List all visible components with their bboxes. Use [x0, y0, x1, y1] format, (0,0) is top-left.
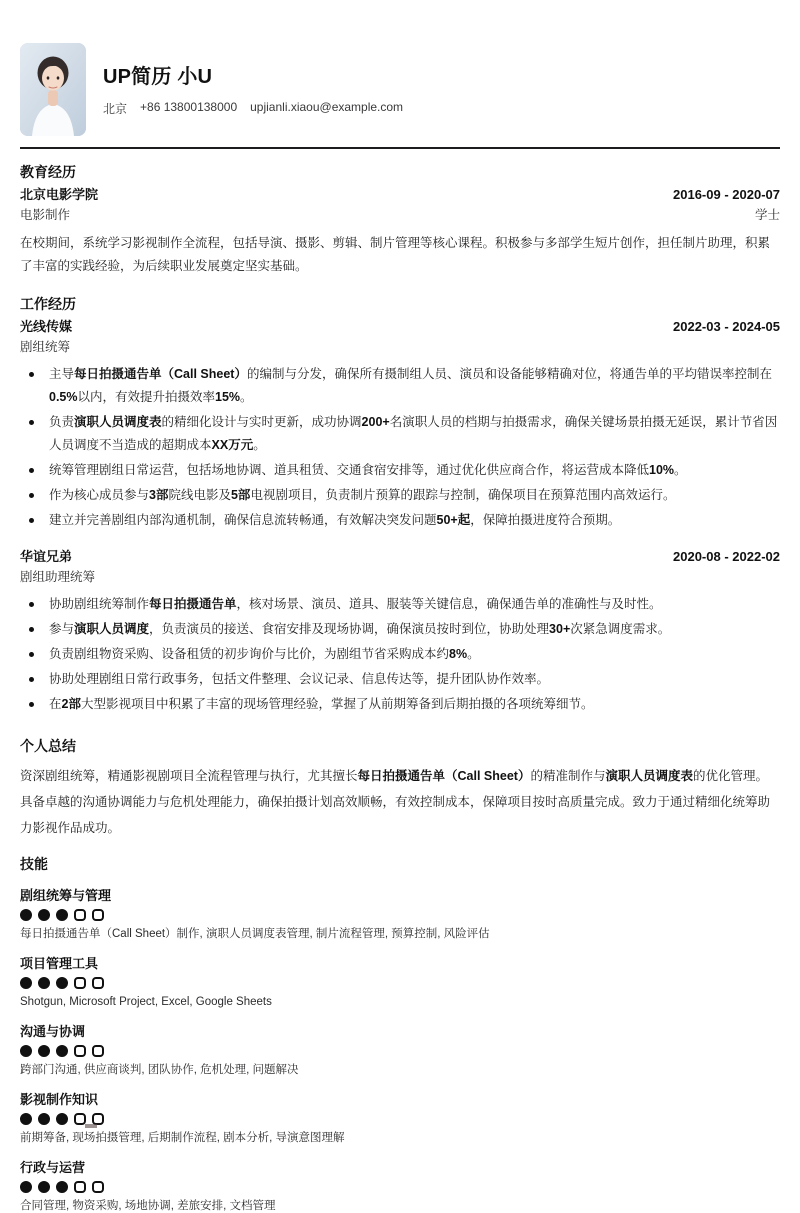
bullet-icon	[29, 493, 34, 498]
skill-level-dots	[20, 1113, 780, 1125]
skill-dot-empty	[92, 977, 104, 989]
job-date: 2022-03 - 2024-05	[673, 319, 780, 334]
bullet-icon	[29, 627, 34, 632]
skill-detail: 跨部门沟通, 供应商谈判, 团队协作, 危机处理, 问题解决	[20, 1064, 299, 1076]
skill-dot-empty	[74, 909, 86, 921]
skill-dot-filled	[20, 977, 32, 989]
section-skills	[20, 856, 780, 1213]
header	[20, 0, 780, 136]
skill-item	[20, 955, 780, 1009]
skill-detail: 合同管理, 物资采购, 场地协调, 差旅安排, 文档管理	[20, 1200, 276, 1212]
contact-email: upjianli.xiaou@example.com	[250, 100, 404, 114]
bullet-text: 协助处理剧组日常行政事务，包括文件整理、会议记录、信息传达等，提升团队协作效率。	[49, 672, 550, 686]
education-date: 2016-09 - 2020-07	[673, 187, 780, 202]
job-bullets	[20, 363, 780, 532]
job-org-row	[20, 318, 780, 336]
header-divider	[20, 147, 780, 149]
major-name: 电影制作	[20, 208, 71, 222]
school-name: 北京电影学院	[20, 187, 99, 202]
bullet-text: 作为核心成员参与3部院线电影及5部电视剧项目，负责制片预算的跟踪与控制，确保项目在预算范围内高效运行。	[49, 488, 676, 502]
skill-dot-filled	[20, 1113, 32, 1125]
skill-dot-filled	[38, 1181, 50, 1193]
contact-phone: +86 13800138000	[140, 100, 238, 114]
bullet-text: 负责演职人员调度表的精细化设计与实时更新，成功协调200+名演职人员的档期与拍摄需求，确保关键场景拍摄无延误，累计节省因人员调度不当造成的超期成本XX万元。	[49, 415, 778, 452]
education-description: 在校期间，系统学习影视制作全流程，包括导演、摄影、剪辑、制片管理等核心课程。积极参与多部学生短片创作，担任制片助理，积累了丰富的实践经验，为后续职业发展奠定坚实基础。	[20, 236, 771, 273]
skill-dot-filled	[38, 909, 50, 921]
job-2	[20, 548, 780, 716]
summary-text: 资深剧组统筹，精通影视剧项目全流程管理与执行，尤其擅长每日拍摄通告单（Call Sheet）的精准制作与演职人员调度表的优化管理。具备卓越的沟通协调能力与危机处理能力，确保拍摄计划高效顺畅，有效控制成本，保障项目按时高质量完成。致力于通过精细化统筹助力影视作品成功。	[20, 769, 771, 835]
skill-dot-filled	[56, 909, 68, 921]
skill-dot-empty	[92, 1045, 104, 1057]
skill-item	[20, 1159, 780, 1213]
bullet-item	[20, 484, 780, 507]
bullet-icon	[29, 702, 34, 707]
skill-dot-filled	[56, 1113, 68, 1125]
bullet-icon	[29, 420, 34, 425]
skill-detail: 每日拍摄通告单（Call Sheet）制作, 演职人员调度表管理, 制片流程管理, 预算控制, 风险评估	[20, 928, 490, 940]
job-org-row	[20, 548, 780, 566]
company-name: 华谊兄弟	[20, 549, 73, 564]
bullet-text: 负责剧组物资采购、设备租赁的初步询价与比价，为剧组节省采购成本约8%。	[49, 647, 480, 661]
bullet-item	[20, 693, 780, 716]
skill-dot-filled	[56, 1181, 68, 1193]
candidate-name: UP简历 小U	[103, 66, 213, 88]
bullet-icon	[29, 602, 34, 607]
work-section-title: 工作经历	[20, 296, 76, 312]
job-date: 2020-08 - 2022-02	[673, 549, 780, 564]
skill-item	[20, 887, 780, 941]
bullet-text: 在2部大型影视项目中积累了丰富的现场管理经验，掌握了从前期筹备到后期拍摄的各项统筹细节。	[49, 697, 594, 711]
section-education	[20, 164, 780, 278]
skill-detail: 前期筹备, 现场拍摄管理, 后期制作流程, 剧本分析, 导演意图理解	[20, 1132, 345, 1144]
skill-dot-filled	[38, 1045, 50, 1057]
contact-line	[103, 100, 403, 117]
avatar-illustration	[20, 43, 86, 136]
next-page-clipped-fragment	[85, 1124, 97, 1128]
company-name: 光线传媒	[20, 319, 73, 334]
bullet-text: 统筹管理剧组日常运营，包括场地协调、道具租赁、交通食宿安排等，通过优化供应商合作，将运营成本降低10%。	[49, 463, 687, 477]
skill-item	[20, 1023, 780, 1077]
bullet-item	[20, 509, 780, 532]
bullet-item	[20, 643, 780, 666]
bullet-text: 参与演职人员调度，负责演员的接送、食宿安排及现场协调，确保演员按时到位，协助处理30+次紧急调度需求。	[49, 622, 671, 636]
bullet-item	[20, 363, 780, 409]
skill-dot-filled	[20, 1181, 32, 1193]
skill-dot-filled	[38, 977, 50, 989]
skill-item	[20, 1091, 780, 1145]
bullet-item	[20, 618, 780, 641]
skill-name: 沟通与协调	[20, 1024, 86, 1039]
bullet-text: 协助剧组统筹制作每日拍摄通告单，核对场景、演员、道具、服装等关键信息，确保通告单的准确性与及时性。	[49, 597, 662, 611]
job-role: 剧组助理统筹	[20, 570, 96, 584]
job-role: 剧组统筹	[20, 340, 71, 354]
summary-section-title: 个人总结	[20, 738, 76, 754]
header-text	[103, 43, 403, 136]
skills-section-title: 技能	[20, 856, 48, 872]
skill-level-dots	[20, 909, 780, 921]
bullet-icon	[29, 652, 34, 657]
contact-location: 北京	[103, 102, 128, 116]
bullet-text: 建立并完善剧组内部沟通机制，确保信息流转畅通，有效解决突发问题50+起，保障拍摄进度符合预期。	[49, 513, 621, 527]
education-section-title: 教育经历	[20, 164, 76, 180]
section-work	[20, 296, 780, 716]
bullet-icon	[29, 677, 34, 682]
degree-name: 学士	[754, 208, 780, 222]
section-summary	[20, 738, 780, 841]
skill-name: 项目管理工具	[20, 956, 99, 971]
job-1	[20, 318, 780, 532]
bullet-item	[20, 593, 780, 616]
skill-dot-filled	[20, 909, 32, 921]
skill-level-dots	[20, 977, 780, 989]
skill-dot-empty	[74, 977, 86, 989]
skill-dot-filled	[20, 1045, 32, 1057]
job-role-row	[20, 568, 780, 586]
bullet-icon	[29, 468, 34, 473]
skill-dot-empty	[92, 1181, 104, 1193]
skill-dot-filled	[38, 1113, 50, 1125]
education-org-row	[20, 186, 780, 204]
skill-name: 剧组统筹与管理	[20, 888, 112, 903]
bullet-icon	[29, 372, 34, 377]
bullet-item	[20, 411, 780, 457]
profile-photo	[20, 43, 86, 136]
bullet-item	[20, 459, 780, 482]
bullet-item	[20, 668, 780, 691]
bullet-text: 主导每日拍摄通告单（Call Sheet）的编制与分发，确保所有摄制组人员、演员和设备能够精确对位，将通告单的平均错误率控制在0.5%以内，有效提升拍摄效率15%。	[49, 367, 772, 404]
skill-dot-filled	[56, 977, 68, 989]
skill-name: 行政与运营	[20, 1160, 86, 1175]
skill-level-dots	[20, 1181, 780, 1193]
skill-dot-empty	[92, 909, 104, 921]
skill-dot-filled	[56, 1045, 68, 1057]
skill-level-dots	[20, 1045, 780, 1057]
skill-name: 影视制作知识	[20, 1092, 99, 1107]
skill-dot-empty	[74, 1045, 86, 1057]
skill-dot-empty	[74, 1181, 86, 1193]
job-bullets	[20, 593, 780, 716]
bullet-icon	[29, 518, 34, 523]
education-role-row	[20, 206, 780, 224]
skill-detail: Shotgun, Microsoft Project, Excel, Google Sheets	[20, 996, 272, 1008]
job-role-row	[20, 338, 780, 356]
